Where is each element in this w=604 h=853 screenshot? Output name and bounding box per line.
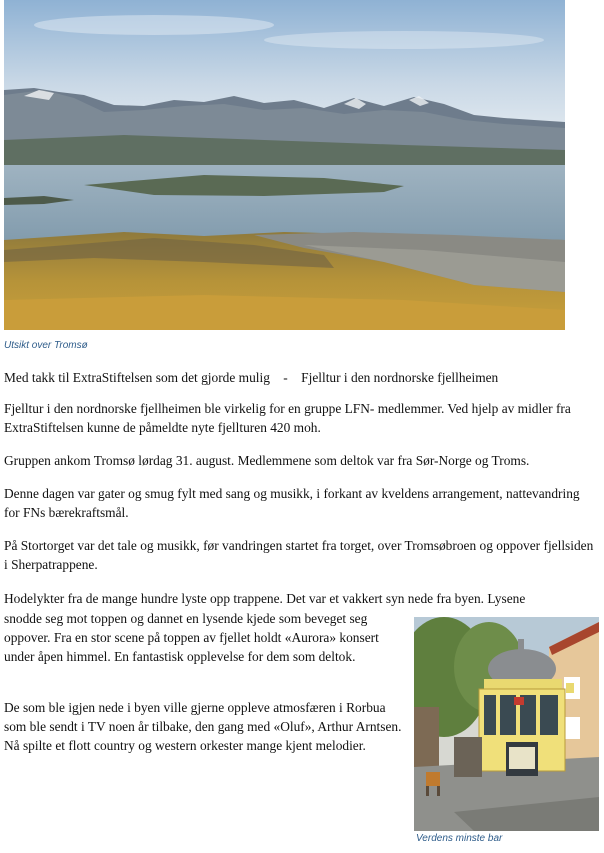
paragraph-headlamps-first-line: Hodelykter fra de mange hundre lyste opp trappene. Det var et vakkert syn nede fra byen. Lysene	[4, 591, 526, 606]
photo-caption: Utsikt over Tromsø	[4, 340, 88, 351]
paragraph-streets: Denne dagen var gater og smug fylt med sang og musikk, i forkant av kveldens arrangement, nattevandring for FNs bærekraftsmål.	[4, 486, 580, 520]
paragraph-arrival: Gruppen ankom Tromsø lørdag 31. august. Medlemmene som deltok var fra Sør-Norge og Troms.	[4, 453, 530, 468]
paragraph-trip: Fjelltur i den nordnorske fjellheimen ble virkelig for en gruppe LFN- medlemmer. Ved hjelp av midler fra ExtraStiftelsen kunne de påmeldte nyte fjellturen 420 moh.	[4, 401, 571, 435]
paragraph-stortorget: På Stortorget var det tale og musikk, før vandringen startet fra torget, over Tromsøbroen og oppover fjellsiden i Sherpatrappene.	[4, 538, 594, 572]
paragraph-headlamps-rest: snodde seg mot toppen og dannet en lysende kjede som beveget seg oppover. Fra en stor scene på toppen av fjellet holdt «Aurora» konsert under åpen himmel. En fantastisk opplevelse for dem som deltok.	[4, 611, 379, 664]
smallest-bar-photo	[414, 617, 599, 831]
paragraph-rorbua: De som ble igjen nede i byen ville gjerne oppleve atmosfæren i Rorbua som ble sendt i TV noen år tilbake, den gang med «Oluf», Arthur Arntsen. Nå spilte et flott country og western orkester mange kjent melodier.	[4, 700, 402, 753]
paragraph-intro: Med takk til ExtraStiftelsen som det gjorde mulig - Fjelltur i den nordnorske fjellheimen	[4, 370, 499, 385]
tromso-view-photo	[4, 0, 565, 330]
photo-caption: Verdens minste bar	[416, 833, 503, 844]
